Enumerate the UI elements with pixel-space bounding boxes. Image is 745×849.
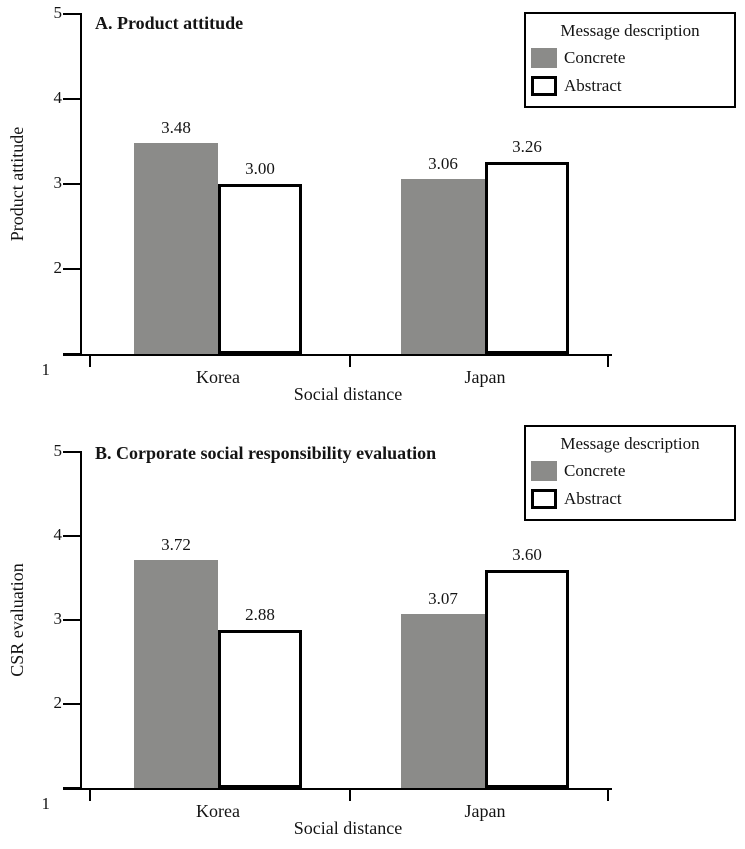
y-tick-label: 1 — [41, 794, 50, 813]
legend-label-abstract: Abstract — [564, 76, 622, 95]
y-tick-label: 3 — [53, 173, 62, 192]
y-tick — [63, 268, 82, 270]
bar-value-label: 3.06 — [428, 153, 458, 173]
y-tick-label: 3 — [53, 609, 62, 628]
y-tick-label: 5 — [53, 441, 62, 460]
bar-value-label: 3.07 — [428, 589, 458, 609]
y-tick — [63, 451, 82, 453]
bar-value-label: 3.48 — [161, 118, 191, 138]
category-label-japan: Japan — [464, 801, 506, 821]
y-tick-label: 2 — [53, 258, 62, 277]
bar-value-label: 3.00 — [245, 159, 275, 178]
y-tick — [63, 98, 82, 100]
abstract-bar-korea — [218, 184, 302, 354]
panel-b-x-axis-title: Social distance — [293, 818, 403, 838]
x-axis — [63, 354, 612, 356]
y-tick-label: 2 — [53, 693, 62, 712]
bar-value-label: 2.88 — [245, 605, 275, 625]
y-tick-label: 4 — [53, 525, 62, 544]
category-label-korea: Korea — [196, 801, 240, 821]
legend-label-concrete: Concrete — [564, 461, 626, 480]
bar-value-label: 3.72 — [161, 534, 191, 554]
y-axis — [80, 452, 82, 790]
panel-a-x-axis-title: Social distance — [293, 384, 403, 404]
y-tick — [63, 619, 82, 621]
y-tick — [63, 703, 82, 705]
category-label-korea: Korea — [196, 367, 240, 387]
x-axis — [63, 788, 612, 790]
x-tick — [349, 788, 351, 801]
panel-a-y-axis-title: Product attitude — [7, 126, 27, 242]
x-tick — [89, 354, 91, 367]
panel-a-title: A. Product attitude — [95, 13, 244, 33]
y-tick-label: 4 — [53, 88, 62, 107]
bar-value-label: 3.26 — [512, 136, 542, 156]
y-axis — [80, 14, 82, 356]
y-tick — [63, 13, 82, 15]
panel-b-y-axis-title: CSR evaluation — [7, 563, 27, 677]
x-tick — [607, 354, 609, 367]
y-tick — [63, 353, 82, 355]
y-tick — [63, 535, 82, 537]
x-tick — [349, 354, 351, 367]
concrete-bar-japan — [401, 179, 485, 354]
concrete-bar-korea — [134, 143, 218, 354]
category-label-japan: Japan — [464, 367, 506, 387]
abstract-bar-japan — [485, 162, 569, 354]
legend-title: Message description — [560, 21, 700, 40]
x-tick — [607, 788, 609, 801]
y-tick-label: 5 — [53, 3, 62, 22]
abstract-bar-korea — [218, 630, 302, 788]
abstract-bar-japan — [485, 570, 569, 788]
legend-label-concrete: Concrete — [564, 48, 626, 67]
concrete-bar-japan — [401, 614, 485, 788]
y-tick — [63, 787, 82, 789]
y-tick-label: 1 — [41, 360, 50, 379]
panel-b-title: B. Corporate social responsibility evaluation — [95, 443, 437, 463]
bar-value-label: 3.60 — [512, 544, 542, 564]
legend-label-abstract: Abstract — [564, 489, 622, 508]
concrete-bar-korea — [134, 560, 218, 788]
legend-title: Message description — [560, 434, 700, 453]
y-tick — [63, 183, 82, 185]
x-tick — [89, 788, 91, 801]
